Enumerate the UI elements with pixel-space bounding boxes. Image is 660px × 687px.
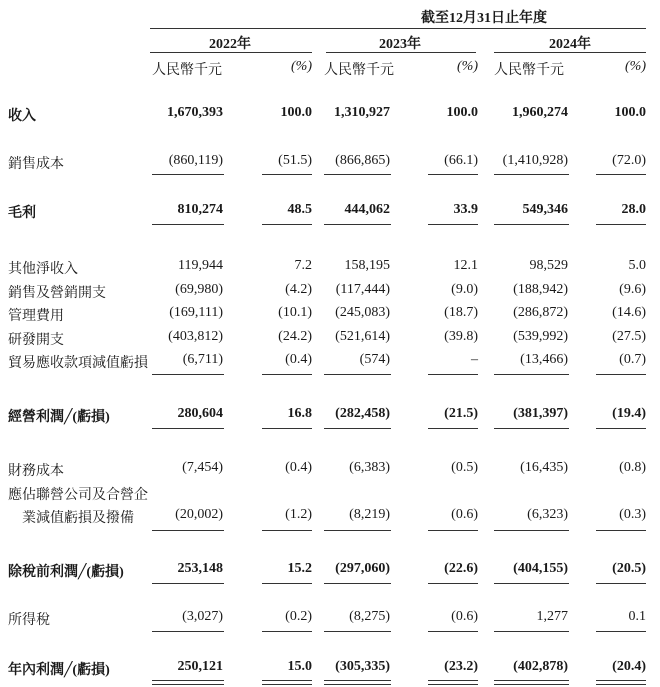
cell-amount-2023: 158,195 [344, 258, 390, 273]
cell-amount-2023: (8,275) [349, 609, 390, 624]
subtotal-rule [152, 374, 224, 375]
year-header-2024: 2024年 [549, 37, 591, 52]
cell-amount-2024: (404,155) [513, 561, 568, 576]
cell-pct-2022: (24.2) [278, 329, 312, 344]
cell-amount-2022: (69,980) [175, 282, 223, 297]
cell-pct-2023: (0.6) [451, 609, 478, 624]
subtotal-rule [428, 224, 478, 225]
cell-pct-2023: 100.0 [446, 105, 478, 120]
row-label-rd-expenses: 研發開支 [8, 333, 64, 348]
total-double-rule [324, 680, 391, 685]
cell-pct-2022: 100.0 [280, 105, 312, 120]
cell-amount-2022: 250,121 [177, 659, 223, 674]
cell-amount-2024: 549,346 [522, 202, 568, 217]
cell-amount-2022: 810,274 [177, 202, 223, 217]
cell-amount-2022: 280,604 [177, 406, 223, 421]
cell-pct-2024: (0.7) [619, 352, 646, 367]
cell-amount-2022: (403,812) [168, 329, 223, 344]
subtotal-rule [324, 631, 391, 632]
subtotal-rule [152, 631, 224, 632]
cell-amount-2024: (13,466) [520, 352, 568, 367]
cell-amount-2023: (297,060) [335, 561, 390, 576]
subtotal-rule [262, 583, 312, 584]
cell-pct-2022: (0.4) [285, 352, 312, 367]
cell-pct-2023: (22.6) [444, 561, 478, 576]
cell-amount-2022: (7,454) [182, 460, 223, 475]
row-label-admin-expenses: 管理費用 [8, 309, 64, 324]
cell-pct-2023: (0.6) [451, 507, 478, 522]
subtotal-rule [596, 631, 646, 632]
cell-pct-2024: (27.5) [612, 329, 646, 344]
cell-pct-2023: (0.5) [451, 460, 478, 475]
subtotal-rule [494, 583, 569, 584]
cell-amount-2022: (20,002) [175, 507, 223, 522]
row-label-revenue: 收入 [8, 109, 36, 124]
cell-amount-2023: (574) [359, 352, 390, 367]
cell-pct-2023: (39.8) [444, 329, 478, 344]
cell-pct-2023: (9.0) [451, 282, 478, 297]
cell-amount-2023: 444,062 [344, 202, 390, 217]
subtotal-rule [262, 428, 312, 429]
subtotal-rule [494, 174, 569, 175]
subtotal-rule [262, 224, 312, 225]
row-label-operating-profit: 經營利潤╱(虧損) [8, 410, 110, 425]
subtotal-rule [152, 174, 224, 175]
year-underline-2023 [326, 52, 476, 53]
cell-pct-2023: (21.5) [444, 406, 478, 421]
subtotal-rule [596, 583, 646, 584]
subtotal-rule [152, 224, 224, 225]
subtotal-rule [428, 374, 478, 375]
cell-amount-2024: (1,410,928) [502, 153, 568, 168]
total-double-rule [596, 680, 646, 685]
cell-amount-2022: 253,148 [177, 561, 223, 576]
cell-pct-2024: 100.0 [614, 105, 646, 120]
cell-amount-2022: 119,944 [178, 258, 223, 273]
subtotal-rule [152, 583, 224, 584]
cell-amount-2023: (521,614) [335, 329, 390, 344]
subtotal-rule [324, 530, 391, 531]
subtotal-rule [324, 174, 391, 175]
subtotal-rule [152, 530, 224, 531]
subtotal-rule [262, 631, 312, 632]
cell-amount-2024: (402,878) [513, 659, 568, 674]
row-label-income-tax: 所得稅 [8, 613, 50, 628]
subtotal-rule [152, 428, 224, 429]
cell-pct-2022: (0.2) [285, 609, 312, 624]
cell-pct-2024: 5.0 [628, 258, 646, 273]
cell-pct-2023: (23.2) [444, 659, 478, 674]
subtotal-rule [596, 428, 646, 429]
row-label-finance-costs: 財務成本 [8, 464, 64, 479]
cell-amount-2023: (117,444) [335, 282, 390, 297]
cell-pct-2024: (19.4) [612, 406, 646, 421]
row-label-share-associates-line2: 業減值虧損及撥備 [22, 511, 134, 526]
cell-amount-2024: (188,942) [513, 282, 568, 297]
subtotal-rule [494, 428, 569, 429]
cell-pct-2023: 33.9 [453, 202, 478, 217]
subtotal-rule [324, 374, 391, 375]
cell-pct-2023: (18.7) [444, 305, 478, 320]
year-underline-2022 [150, 52, 312, 53]
cell-pct-2022: 15.2 [287, 561, 312, 576]
cell-pct-2022: 7.2 [294, 258, 312, 273]
subtotal-rule [262, 374, 312, 375]
cell-pct-2022: (10.1) [278, 305, 312, 320]
cell-amount-2024: (286,872) [513, 305, 568, 320]
cell-pct-2024: (14.6) [612, 305, 646, 320]
pct-header-2023: (%) [457, 59, 478, 74]
subtotal-rule [596, 224, 646, 225]
unit-header-2022: 人民幣千元 [152, 63, 222, 78]
cell-pct-2024: (20.4) [612, 659, 646, 674]
subtotal-rule [494, 224, 569, 225]
pct-header-2022: (%) [291, 59, 312, 74]
cell-pct-2024: (0.8) [619, 460, 646, 475]
row-label-profit-before-tax: 除稅前利潤╱(虧損) [8, 565, 124, 580]
subtotal-rule [596, 174, 646, 175]
subtotal-rule [428, 530, 478, 531]
subtotal-rule [596, 530, 646, 531]
cell-amount-2022: (169,111) [169, 305, 223, 320]
cell-amount-2022: 1,670,393 [167, 105, 223, 120]
cell-amount-2024: (381,397) [513, 406, 568, 421]
subtotal-rule [324, 428, 391, 429]
cell-pct-2022: (51.5) [278, 153, 312, 168]
cell-pct-2022: 48.5 [287, 202, 312, 217]
period-header: 截至12月31日止年度 [421, 11, 547, 26]
cell-pct-2024: 28.0 [621, 202, 646, 217]
cell-amount-2023: (282,458) [335, 406, 390, 421]
period-underline [150, 28, 646, 29]
cell-pct-2023: 12.1 [453, 258, 478, 273]
cell-amount-2023: (6,383) [349, 460, 390, 475]
subtotal-rule [428, 631, 478, 632]
cell-amount-2024: (16,435) [520, 460, 568, 475]
pct-header-2024: (%) [625, 59, 646, 74]
row-label-selling-expenses: 銷售及營銷開支 [8, 286, 106, 301]
subtotal-rule [428, 583, 478, 584]
total-double-rule [152, 680, 224, 685]
cell-pct-2022: 16.8 [287, 406, 312, 421]
cell-amount-2022: (860,119) [168, 153, 223, 168]
year-underline-2024 [494, 52, 646, 53]
total-double-rule [262, 680, 312, 685]
cell-pct-2022: 15.0 [287, 659, 312, 674]
year-header-2023: 2023年 [379, 37, 421, 52]
subtotal-rule [428, 174, 478, 175]
cell-amount-2024: 1,277 [536, 609, 568, 624]
cell-pct-2024: (20.5) [612, 561, 646, 576]
total-double-rule [494, 680, 569, 685]
cell-amount-2023: (866,865) [335, 153, 390, 168]
cell-amount-2024: 1,960,274 [512, 105, 568, 120]
cell-pct-2024: (9.6) [619, 282, 646, 297]
subtotal-rule [324, 224, 391, 225]
cell-amount-2023: 1,310,927 [334, 105, 390, 120]
unit-header-2023: 人民幣千元 [324, 63, 394, 78]
subtotal-rule [494, 374, 569, 375]
cell-pct-2022: (0.4) [285, 460, 312, 475]
cell-amount-2022: (6,711) [182, 352, 223, 367]
cell-amount-2023: (305,335) [335, 659, 390, 674]
year-header-2022: 2022年 [209, 37, 251, 52]
row-label-profit-for-year: 年內利潤╱(虧損) [8, 663, 110, 678]
row-label-other-net-income: 其他淨收入 [8, 262, 78, 277]
subtotal-rule [428, 428, 478, 429]
subtotal-rule [262, 174, 312, 175]
unit-header-2024: 人民幣千元 [494, 63, 564, 78]
cell-pct-2024: (0.3) [619, 507, 646, 522]
subtotal-rule [494, 530, 569, 531]
subtotal-rule [494, 631, 569, 632]
total-double-rule [428, 680, 478, 685]
subtotal-rule [262, 530, 312, 531]
row-label-share-associates-line1: 應佔聯營公司及合營企 [8, 488, 148, 503]
cell-pct-2024: 0.1 [628, 609, 646, 624]
cell-pct-2023: (66.1) [444, 153, 478, 168]
cell-pct-2022: (1.2) [285, 507, 312, 522]
cell-amount-2022: (3,027) [182, 609, 223, 624]
cell-amount-2024: 98,529 [529, 258, 568, 273]
cell-pct-2022: (4.2) [285, 282, 312, 297]
row-label-cost-of-sales: 銷售成本 [8, 157, 64, 172]
subtotal-rule [324, 583, 391, 584]
subtotal-rule [596, 374, 646, 375]
cell-pct-2023: – [471, 352, 478, 367]
cell-amount-2023: (8,219) [349, 507, 390, 522]
cell-pct-2024: (72.0) [612, 153, 646, 168]
cell-amount-2024: (539,992) [513, 329, 568, 344]
row-label-impairment-receivables: 貿易應收款項減值虧損 [8, 356, 148, 371]
cell-amount-2024: (6,323) [527, 507, 568, 522]
row-label-gross-profit: 毛利 [8, 206, 36, 221]
cell-amount-2023: (245,083) [335, 305, 390, 320]
